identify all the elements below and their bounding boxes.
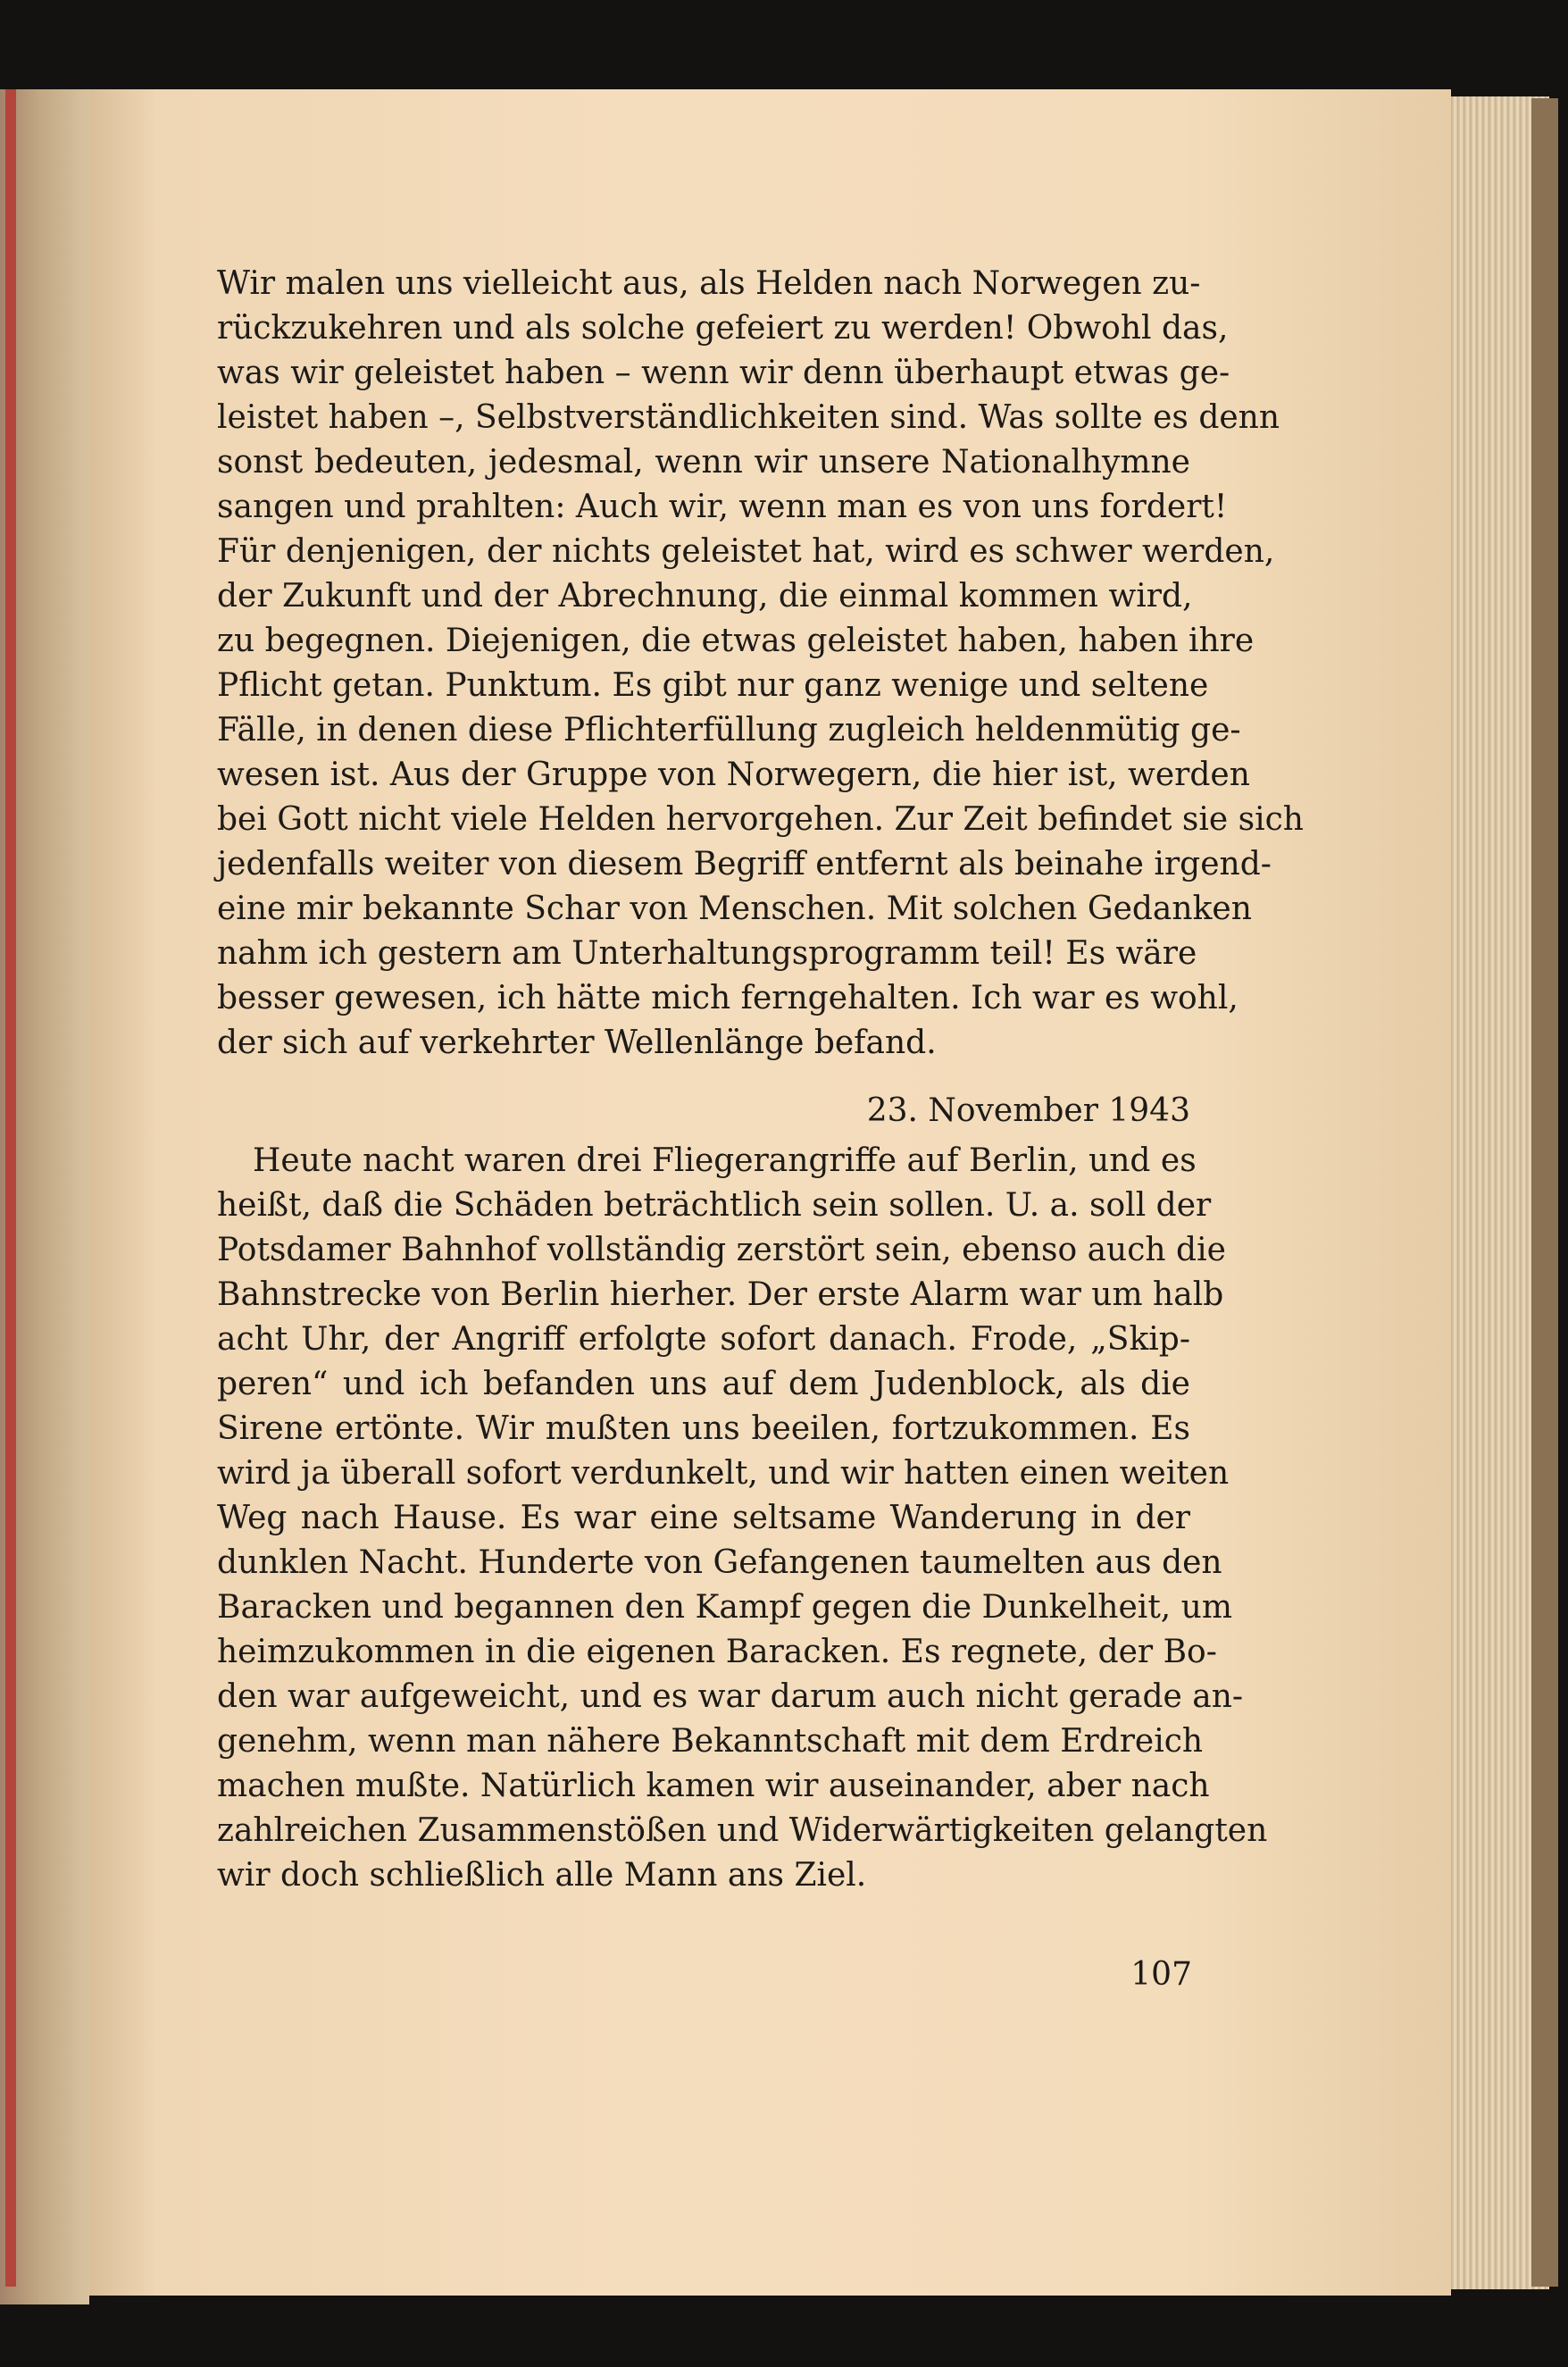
paragraph-2 [217, 1139, 1268, 1898]
text-line: eine mir bekannte Schar von Menschen. Mit solchen Gedanken [217, 891, 1252, 927]
text-line: Potsdamer Bahnhof vollständig zerstört sein, ebenso auch die [217, 1232, 1226, 1268]
text-line: Heute nacht waren drei Fliegerangriffe auf Berlin, und es [253, 1142, 1197, 1179]
text-line: was wir geleistet haben – wenn wir denn überhaupt etwas ge- [217, 355, 1230, 391]
text-line: wesen ist. Aus der Gruppe von Norwegern, die hier ist, werden [217, 757, 1250, 793]
text-line: besser gewesen, ich hätte mich ferngehalten. Ich war es wohl, [217, 980, 1239, 1016]
paragraph-1 [217, 262, 1304, 1066]
text-line: Pflicht getan. Punktum. Es gibt nur ganz wenige und seltene [217, 667, 1209, 704]
text-line: peren“ und ich befanden uns auf dem Judenblock, als die [217, 1366, 1190, 1402]
text-line: Weg nach Hause. Es war eine seltsame Wanderung in der [217, 1500, 1190, 1536]
text-line: nahm ich gestern am Unterhaltungsprogramm teil! Es wäre [217, 935, 1197, 972]
book-cover-edge [5, 89, 16, 2287]
text-line: rückzukehren und als solche gefeiert zu werden! Obwohl das, [217, 310, 1229, 347]
text-line: der sich auf verkehrter Wellenlänge befand. [217, 1025, 937, 1061]
text-line: dunklen Nacht. Hunderte von Gefangenen taumelten aus den [217, 1544, 1222, 1581]
text-line: zu begegnen. Diejenigen, die etwas geleistet haben, haben ihre [217, 623, 1255, 659]
book-board-edge [1531, 98, 1558, 2287]
text-line: sangen und prahlten: Auch wir, wenn man es von uns fordert! [217, 489, 1228, 525]
text-line: machen mußte. Natürlich kamen wir auseinander, aber nach [217, 1768, 1210, 1804]
text-line: wir doch schließlich alle Mann ans Ziel. [217, 1857, 867, 1894]
entry-date: 23. November 1943 [866, 1092, 1190, 1129]
text-line: heimzukommen in die eigenen Baracken. Es regnete, der Bo- [217, 1634, 1217, 1670]
text-line: Baracken und begannen den Kampf gegen die Dunkelheit, um [217, 1589, 1232, 1626]
page-text [217, 262, 1304, 1898]
text-line: der Zukunft und der Abrechnung, die einmal kommen wird, [217, 578, 1193, 615]
text-line: acht Uhr, der Angriff erfolgte sofort danach. Frode, „Skip- [217, 1321, 1190, 1358]
text-line: bei Gott nicht viele Helden hervorgehen. Zur Zeit befindet sie sich [217, 801, 1304, 838]
text-line: jedenfalls weiter von diesem Begriff entfernt als beinahe irgend- [217, 846, 1272, 882]
text-line: Bahnstrecke von Berlin hierher. Der erste Alarm war um halb [217, 1276, 1224, 1313]
text-line: wird ja überall sofort verdunkelt, und wir hatten einen weiten [217, 1455, 1230, 1492]
text-line: Sirene ertönte. Wir mußten uns beeilen, fortzukommen. Es [217, 1410, 1190, 1447]
text-line: sonst bedeuten, jedesmal, wenn wir unsere Nationalhymne [217, 444, 1190, 481]
text-line: Wir malen uns vielleicht aus, als Helden nach Norwegen zu- [217, 265, 1201, 302]
text-line: leistet haben –, Selbstverständlichkeiten sind. Was sollte es denn [217, 399, 1280, 436]
text-line: zahlreichen Zusammenstößen und Widerwärtigkeiten gelangten [217, 1812, 1268, 1849]
text-line: Für denjenigen, der nichts geleistet hat, wird es schwer werden, [217, 533, 1275, 570]
text-line: genehm, wenn man nähere Bekanntschaft mit dem Erdreich [217, 1723, 1204, 1760]
text-line: heißt, daß die Schäden beträchtlich sein sollen. U. a. soll der [217, 1187, 1212, 1224]
text-line: den war aufgeweicht, und es war darum auch nicht gerade an- [217, 1678, 1244, 1715]
page-number: 107 [1130, 1956, 1192, 1993]
text-line: Fälle, in denen diese Pflichterfüllung zugleich heldenmütig ge- [217, 712, 1241, 749]
